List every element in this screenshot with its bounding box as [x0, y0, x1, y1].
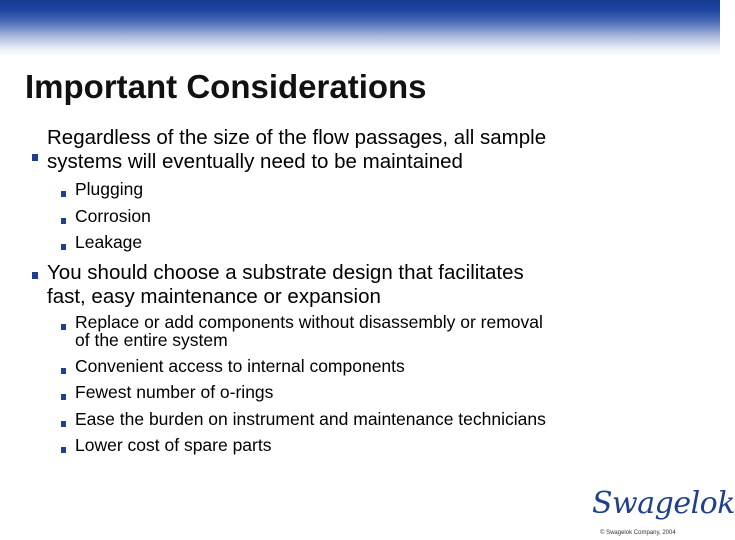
sub-bullet-corrosion: Corrosion	[75, 206, 151, 226]
sub-bullet-marker	[61, 324, 66, 330]
sub-bullet-marker	[61, 447, 66, 453]
header-band	[0, 0, 720, 56]
copyright-notice: © Swagelok Company, 2004	[600, 530, 676, 536]
bullet-1-line-1: Regardless of the size of the flow passages, all sample	[47, 126, 547, 149]
sub-bullet-replace-line-2: of the entire system	[75, 330, 228, 350]
sub-bullet-marker	[61, 421, 66, 427]
bullet-1-line-2: systems will eventually need to be maintained	[47, 150, 463, 173]
sub-bullet-access: Convenient access to internal components	[75, 356, 405, 376]
sub-bullet-marker	[61, 368, 66, 374]
sub-bullet-leakage: Leakage	[75, 232, 143, 252]
bullet-2-line-2: fast, easy maintenance or expansion	[47, 285, 381, 308]
sub-bullet-burden: Ease the burden on instrument and maintenance technicians	[75, 409, 546, 429]
sub-bullet-plugging: Plugging	[75, 179, 144, 199]
sub-bullet-marker	[61, 244, 66, 250]
bullet-marker	[32, 154, 38, 161]
sub-bullet-cost: Lower cost of spare parts	[75, 435, 272, 455]
sub-bullet-marker	[61, 191, 66, 197]
sub-bullet-replace-line-1: Replace or add components without disassembly or removal	[75, 312, 543, 332]
sub-bullet-marker	[61, 394, 66, 400]
bullet-marker	[32, 272, 38, 279]
swagelok-logo: Swagelok	[592, 486, 735, 521]
slide-title: Important Considerations	[25, 68, 427, 105]
sub-bullet-marker	[61, 218, 66, 224]
sub-bullet-o-rings: Fewest number of o-rings	[75, 382, 274, 402]
bullet-2-line-1: You should choose a substrate design that facilitates	[47, 261, 524, 284]
